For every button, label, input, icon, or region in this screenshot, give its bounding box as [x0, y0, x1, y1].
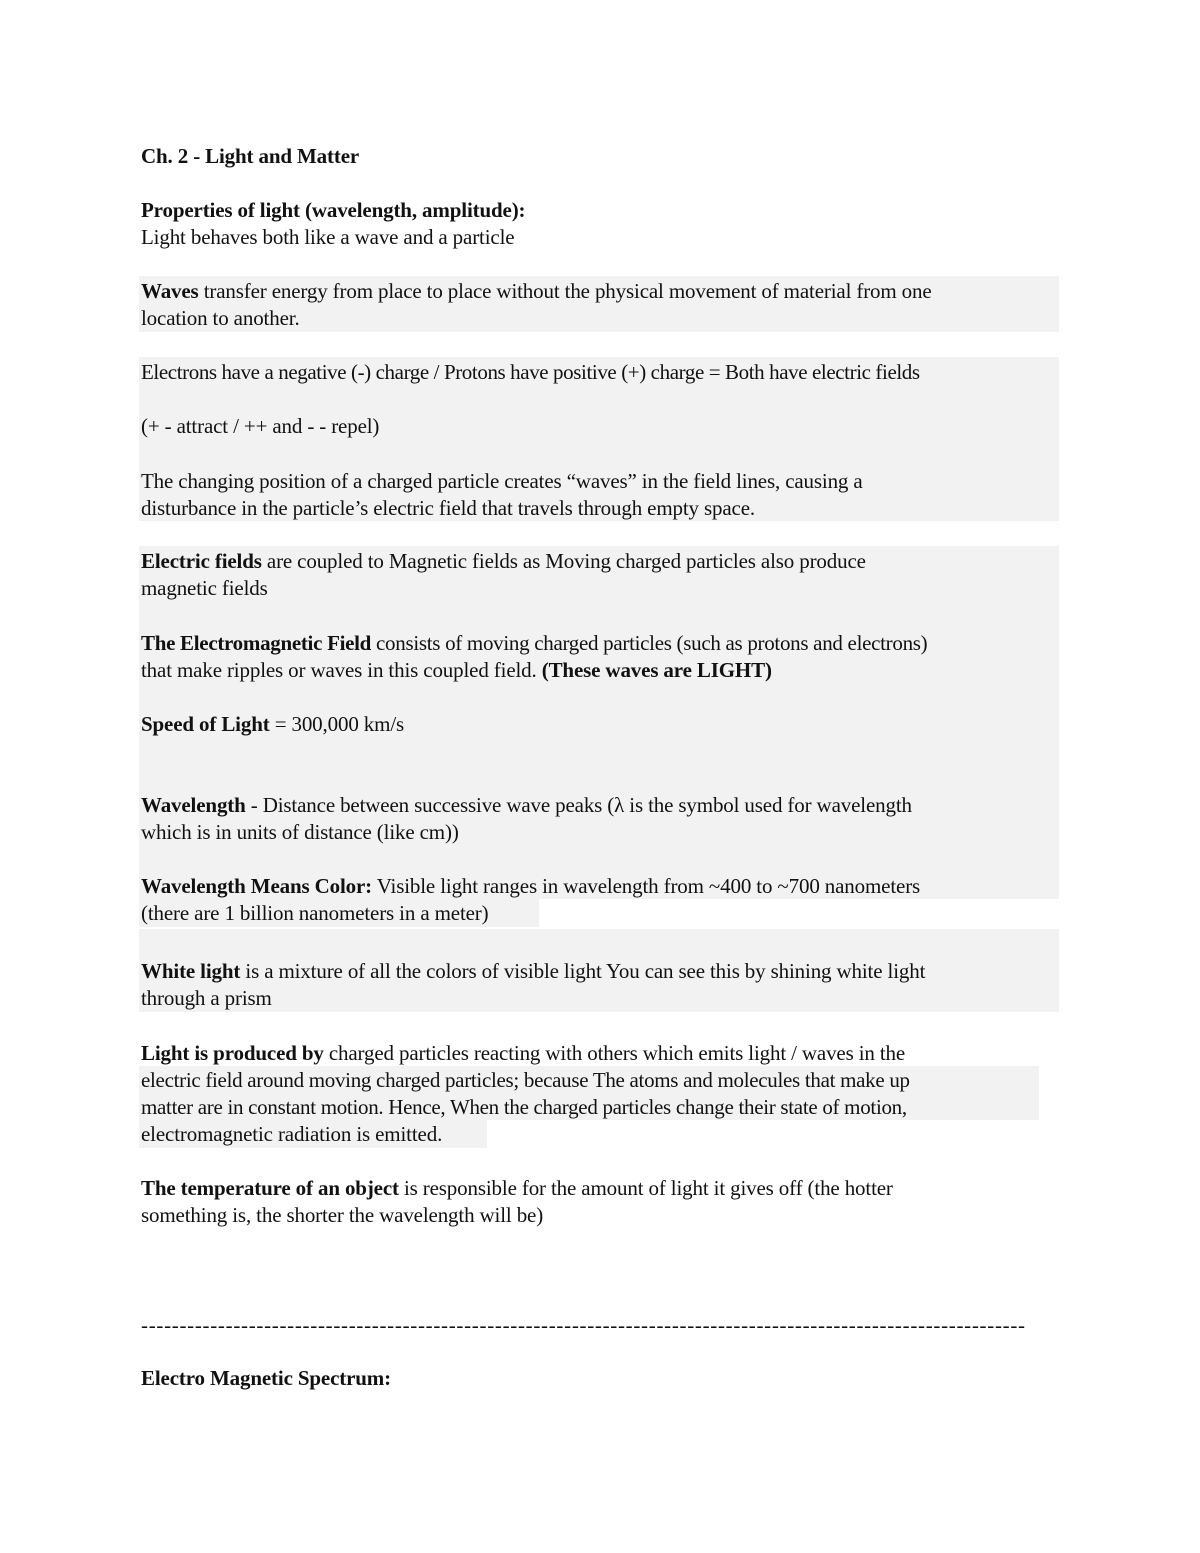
wavelength-term: Wavelength	[141, 793, 246, 817]
electric-fields-line1: Electric fields are coupled to Magnetic fields as Moving charged particles also produce	[141, 549, 866, 573]
properties-text: Light behaves both like a wave and a particle	[141, 225, 515, 249]
white-light-line2: through a prism	[141, 986, 272, 1010]
electric-fields-term: Electric fields	[141, 549, 262, 573]
wavelength-line1: Wavelength - Distance between successive wave peaks (λ is the symbol used for wavelength	[141, 793, 912, 817]
changing-position-line1: The changing position of a charged particle creates “waves” in the field lines, causing a	[141, 469, 863, 493]
em-field-term: The Electromagnetic Field	[141, 631, 372, 655]
produced-line2: electric field around moving charged particles; because The atoms and molecules that make up	[141, 1068, 910, 1092]
attract-repel-line: (+ - attract / ++ and - - repel)	[141, 414, 380, 438]
electric-fields-line2: magnetic fields	[141, 576, 268, 600]
produced-line3: matter are in constant motion. Hence, When the charged particles change their state of motion,	[141, 1095, 907, 1119]
charges-line: Electrons have a negative (-) charge / Protons have positive (+) charge = Both have electric fields	[141, 360, 920, 384]
properties-title: Properties of light (wavelength, amplitude):	[141, 198, 526, 222]
spectrum-heading: Electro Magnetic Spectrum:	[141, 1366, 391, 1390]
white-light-term: White light	[141, 959, 241, 983]
wavelength-color-term: Wavelength Means Color:	[141, 874, 373, 898]
produced-line1: Light is produced by charged particles reacting with others which emits light / waves in the	[141, 1041, 906, 1065]
temperature-line2: something is, the shorter the wavelength will be)	[141, 1203, 544, 1227]
waves-paragraph-line2: location to another.	[141, 306, 300, 330]
dashed-divider: -------------------------------------------------------------------------------------------------------------------	[141, 1313, 1026, 1337]
wavelength-color-line1: Wavelength Means Color: Visible light ranges in wavelength from ~400 to ~700 nanometers	[141, 874, 921, 898]
em-field-line2: that make ripples or waves in this coupled field. (These waves are LIGHT)	[141, 658, 772, 682]
wavelength-color-line2: (there are 1 billion nanometers in a meter)	[141, 901, 489, 925]
temperature-line1: The temperature of an object is responsible for the amount of light it gives off (the hotter	[141, 1176, 893, 1200]
em-field-line1: The Electromagnetic Field consists of moving charged particles (such as protons and electrons)	[141, 631, 928, 655]
white-light-line1: White light is a mixture of all the colors of visible light You can see this by shining white light	[141, 959, 926, 983]
wavelength-line2: which is in units of distance (like cm))	[141, 820, 459, 844]
produced-line4: electromagnetic radiation is emitted.	[141, 1122, 443, 1146]
waves-term: Waves	[141, 279, 199, 303]
waves-paragraph-line1: Waves transfer energy from place to place without the physical movement of material from one	[141, 279, 932, 303]
speed-of-light: Speed of Light = 300,000 km/s	[141, 712, 405, 736]
changing-position-line2: disturbance in the particle’s electric field that travels through empty space.	[141, 496, 755, 520]
chapter-heading: Ch. 2 - Light and Matter	[141, 144, 360, 168]
produced-term: Light is produced by	[141, 1041, 324, 1065]
speed-term: Speed of Light	[141, 712, 270, 736]
temperature-term: The temperature of an object	[141, 1176, 399, 1200]
light-emphasis: (These waves are LIGHT)	[541, 658, 772, 682]
